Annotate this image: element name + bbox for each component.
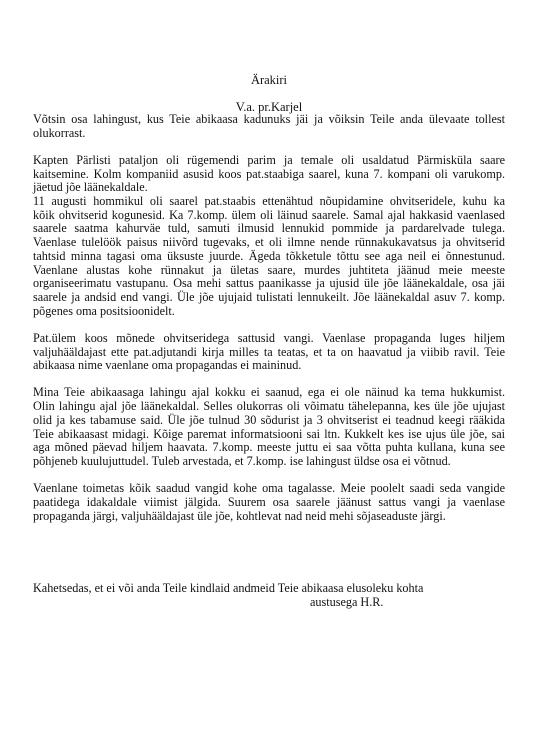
text-line: organiseerimatu vastupanu. Osa mehi sattus paanikasse ja ujusid üle jõe läänekaldale, osa jäi xyxy=(33,276,505,291)
text-line: valjuhääldajast ette pat.adjutandi kirja milles ta teatas, et ta on haavatud ja viibib ravil. Teie xyxy=(33,344,505,359)
paragraph-2 xyxy=(33,154,505,195)
letter-signoff xyxy=(33,582,505,609)
text-line: saarele saatma kahurväe tuld, samuti ilmusid lennukid pommide ja pardarelvade tulega. xyxy=(33,221,505,236)
text-line: Teie abikaasast midagi. Kõige paremat informatsiooni sai ltn. Kukkelt kes ise ujus üle jõe, sai xyxy=(33,426,505,441)
closing-line: Kahetsedas, et ei või anda Teile kindlaid andmeid Teie abikaasa elusoleku kohta xyxy=(33,581,424,595)
paragraph-6 xyxy=(33,482,505,523)
text-line: 11 augusti hommikul oli saarel pat.staabis ettenähtud nõupidamine ohvitseridele, kuhu ka xyxy=(33,194,505,209)
paragraph-5 xyxy=(33,386,505,468)
text-line: paatidega idakaldale viimist jälgida. Suurem osa saarele jäänust sattus vangi ja vaenlase xyxy=(33,494,505,509)
text-line: Mina Teie abikaasaga lahingu ajal kokku ei saanud, ega ei ole näinud ka tema hukkumist. xyxy=(33,385,505,400)
text-line: Võtsin osa lahingust, kus Teie abikaasa kadunuks jäi ja võiksin Teile anda ülevaate tollest xyxy=(33,112,505,126)
text-line: olukorrast. xyxy=(33,125,86,140)
greeting: V.a. pr.Karjel xyxy=(235,100,303,114)
letter-body xyxy=(33,113,505,523)
text-line: Kapten Pärlisti pataljon oli rügemendi parim ja temale oli usaldatud Pärmisküla saare xyxy=(33,152,505,167)
document-title: Ärakiri xyxy=(250,73,288,87)
text-line: tahtsid minna tagasi oma üksuste juurde. Ägeda tõkketule tõttu see aga neil ei õnnestunud. xyxy=(33,248,505,263)
text-line: kõik ohvitserid kogunesid. Ka 7.komp. ülem oli läinud saarele. Samal ajal hakkasid vaenlased xyxy=(33,207,505,222)
text-line: propaganda järgi, valjuhääldajast üle jõe, kohtlevat nad neid mehi sõjaseaduste järgi. xyxy=(33,508,446,523)
text-line: Vaenlane toimetas kõik saadud vangid kohe oma tagalasse. Meie poolelt saadi seda vangide xyxy=(33,481,505,496)
text-line: aga mõned päevad hiljem haavata. 7.komp. meeste juttu ei saa võtta puhta kullana, kuna see xyxy=(33,440,505,455)
paragraph-4 xyxy=(33,332,505,373)
text-line: Vaenlane alustas kohe rünnakut ja ületas saare, murdes juhtiteta jäänud meie meeste xyxy=(33,262,505,277)
signature: austusega H.R. xyxy=(310,594,384,609)
text-line: põhjeneb kuulujuttudel. Tuleb arvestada, et 7.komp. ise lahingust üldse osa ei võtnud. xyxy=(33,453,451,468)
text-line: põgenes oma positsioonidelt. xyxy=(33,303,175,318)
text-line: kaitsemine. Kolm kompaniid asusid koos pat.staabiga saarel, kuna 7. kompani oli varukomp. xyxy=(33,166,505,181)
text-line: olid ja kes tabamuse said. Üle jõe tulnud 30 sõdurist ja 3 ohvitserist ei teadnud keegi rääkida xyxy=(33,412,505,427)
text-line: Pat.ülem koos mõnede ohvitseridega sattusid vangi. Vaenlase propaganda luges hiljem xyxy=(33,330,505,345)
paragraph-3 xyxy=(33,195,505,318)
text-line: abikaasa nime vaenlane oma propagandas ei maininud. xyxy=(33,358,302,373)
text-line: jäetud jõe läänekaldale. xyxy=(33,180,148,195)
paragraph-1 xyxy=(33,113,505,140)
text-line: Vaenlase tulelöök paisus niivõrd tugevaks, et oli ilmne nende rünnakukavatsus ja ohvitserid xyxy=(33,235,505,250)
text-line: saarele ja andsid end vangi. Üle jõe ujujaid tulistati lennukeilt. Jõe läänekaldal asuv 7. komp. xyxy=(33,289,505,304)
text-line: Olin lahingu ajal jõe läänekaldal. Selles olukorras oli võimatu tähelepanna, kes üle jõe ujujast xyxy=(33,399,505,414)
